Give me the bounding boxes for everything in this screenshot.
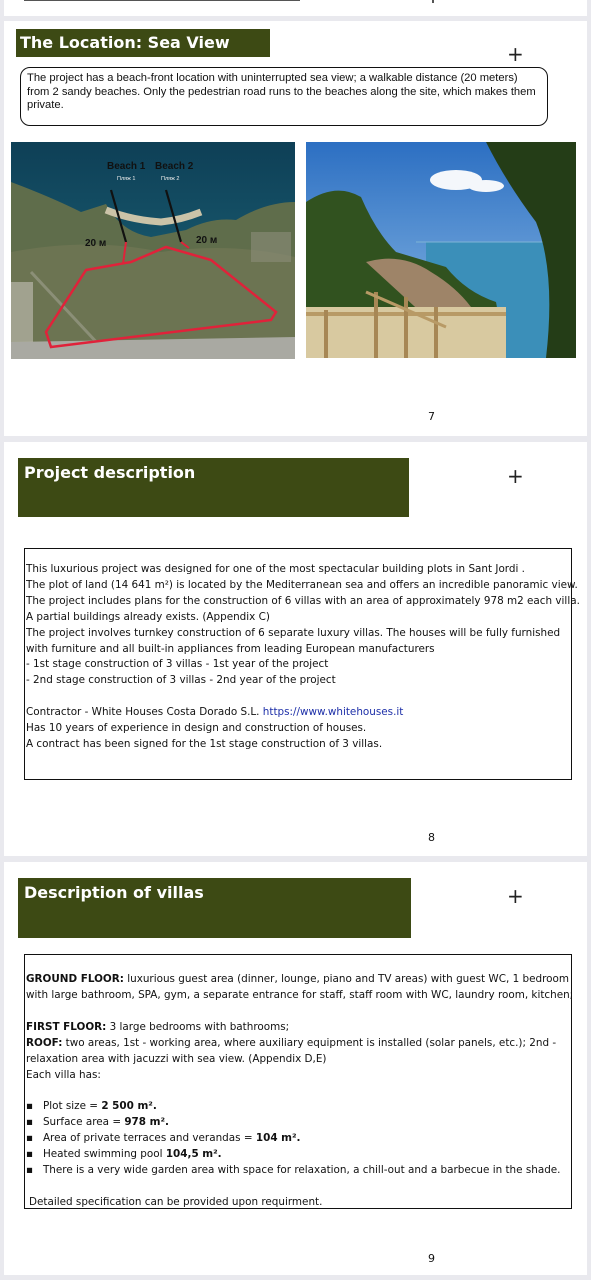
- contractor-line: [26, 705, 571, 721]
- sea-view-photo: [306, 142, 576, 358]
- contractor-link[interactable]: https://www.whitehouses.it: [262, 706, 404, 719]
- first-floor-label: FIRST FLOOR:: [26, 1020, 107, 1033]
- ground-floor-text: luxurious guest area (dinner, lounge, piano and TV areas) with guest WC, 1 bedroom: [123, 973, 569, 985]
- page-number: 8: [428, 831, 435, 844]
- description-line: The project involves turnkey construction of 6 separate luxury villas. The houses will be fully furnished: [26, 626, 561, 639]
- page-number: 7: [428, 410, 435, 423]
- project-description-box: [24, 548, 580, 780]
- roof-line: [26, 1036, 571, 1052]
- bullet-item: ▪ Heated swimming pool 104,5 m².: [26, 1148, 222, 1161]
- expand-icon[interactable]: +: [507, 464, 524, 488]
- bullet-item: ▪ Area of private terraces and verandas = 104 m².: [26, 1132, 301, 1145]
- roof-text: two areas, 1st - working area, where auxiliary equipment is installed (solar panels, etc.); 2nd -: [62, 1036, 557, 1049]
- description-line: A partial buildings already exists. (Appendix C): [26, 610, 270, 623]
- page-title: The Location: Sea View: [16, 29, 270, 57]
- beach-1-label: Beach 1: [107, 161, 146, 172]
- contractor-text: Contractor - White Houses Costa Dorado S.L.: [26, 706, 263, 719]
- contract-line: A contract has been signed for the 1st stage construction of 3 villas.: [26, 738, 383, 751]
- page-7: [4, 21, 587, 436]
- bullet-item: ▪ Surface area = 978 m².: [26, 1116, 169, 1129]
- divider-line: [24, 0, 300, 1]
- intro-callout: [20, 67, 548, 126]
- description-line: - 2nd stage construction of 3 villas - 2nd year of the project: [26, 674, 336, 687]
- description-line: The project includes plans for the construction of 6 villas with an area of approximately 978 m2 each villa.: [26, 594, 580, 607]
- aerial-site-map: [11, 142, 295, 359]
- previous-page-edge: [4, 0, 587, 16]
- divider-tick: [432, 0, 434, 3]
- ground-floor-label: GROUND FLOOR:: [26, 973, 124, 985]
- ground-floor-line: [26, 972, 571, 988]
- description-line: This luxurious project was designed for one of the most spectacular building plots in Sant Jordi .: [26, 563, 525, 575]
- distance-label-left: 20 м: [85, 238, 107, 249]
- description-line: - 1st stage construction of 3 villas - 1st year of the project: [26, 658, 329, 671]
- bullet-item: ▪ Plot size = 2 500 m².: [26, 1100, 157, 1113]
- intro-text: The project has a beach-front location with uninterrupted sea view; a walkable distance (20 meters) from 2 sandy beaches. Only the pedestrian road runs to the beaches along the site, which makes them private.: [27, 72, 536, 112]
- page-9: [4, 862, 587, 1275]
- beach-2-label-ru: Пляж 2: [161, 176, 180, 182]
- each-villa-heading: Each villa has:: [26, 1068, 101, 1081]
- villa-description-box: [24, 954, 572, 1209]
- roof-line-2: relaxation area with jacuzzi with sea view. (Appendix D,E): [26, 1052, 327, 1065]
- first-floor-line: [26, 1020, 571, 1036]
- ground-floor-line-2: with large bathroom, SPA, gym, a separate entrance for staff, staff room with WC, laundry room, kitchen;: [26, 988, 574, 1001]
- page-title: Project description: [18, 458, 409, 517]
- beach-2-label: Beach 2: [155, 161, 194, 172]
- distance-label-right: 20 м: [196, 235, 218, 246]
- specification-note: Detailed specification can be provided upon requirment.: [29, 1195, 323, 1208]
- page-8: [4, 442, 587, 856]
- expand-icon[interactable]: +: [507, 42, 524, 66]
- roof-label: ROOF:: [26, 1036, 63, 1049]
- experience-line: Has 10 years of experience in design and construction of houses.: [26, 722, 367, 735]
- description-line: with furniture and all built-in appliances from leading European manufacturers: [26, 642, 435, 655]
- expand-icon[interactable]: +: [507, 884, 524, 908]
- first-floor-text: 3 large bedrooms with bathrooms;: [106, 1020, 290, 1033]
- page-title: Description of villas: [18, 878, 411, 938]
- page-number: 9: [428, 1252, 435, 1265]
- bullet-item: ▪ There is a very wide garden area with space for relaxation, a chill-out and a barbecue in the shade.: [26, 1164, 561, 1177]
- description-line: The plot of land (14 641 m²) is located by the Mediterranean sea and offers an incredible panoramic view.: [26, 578, 578, 591]
- beach-1-label-ru: Пляж 1: [117, 176, 136, 182]
